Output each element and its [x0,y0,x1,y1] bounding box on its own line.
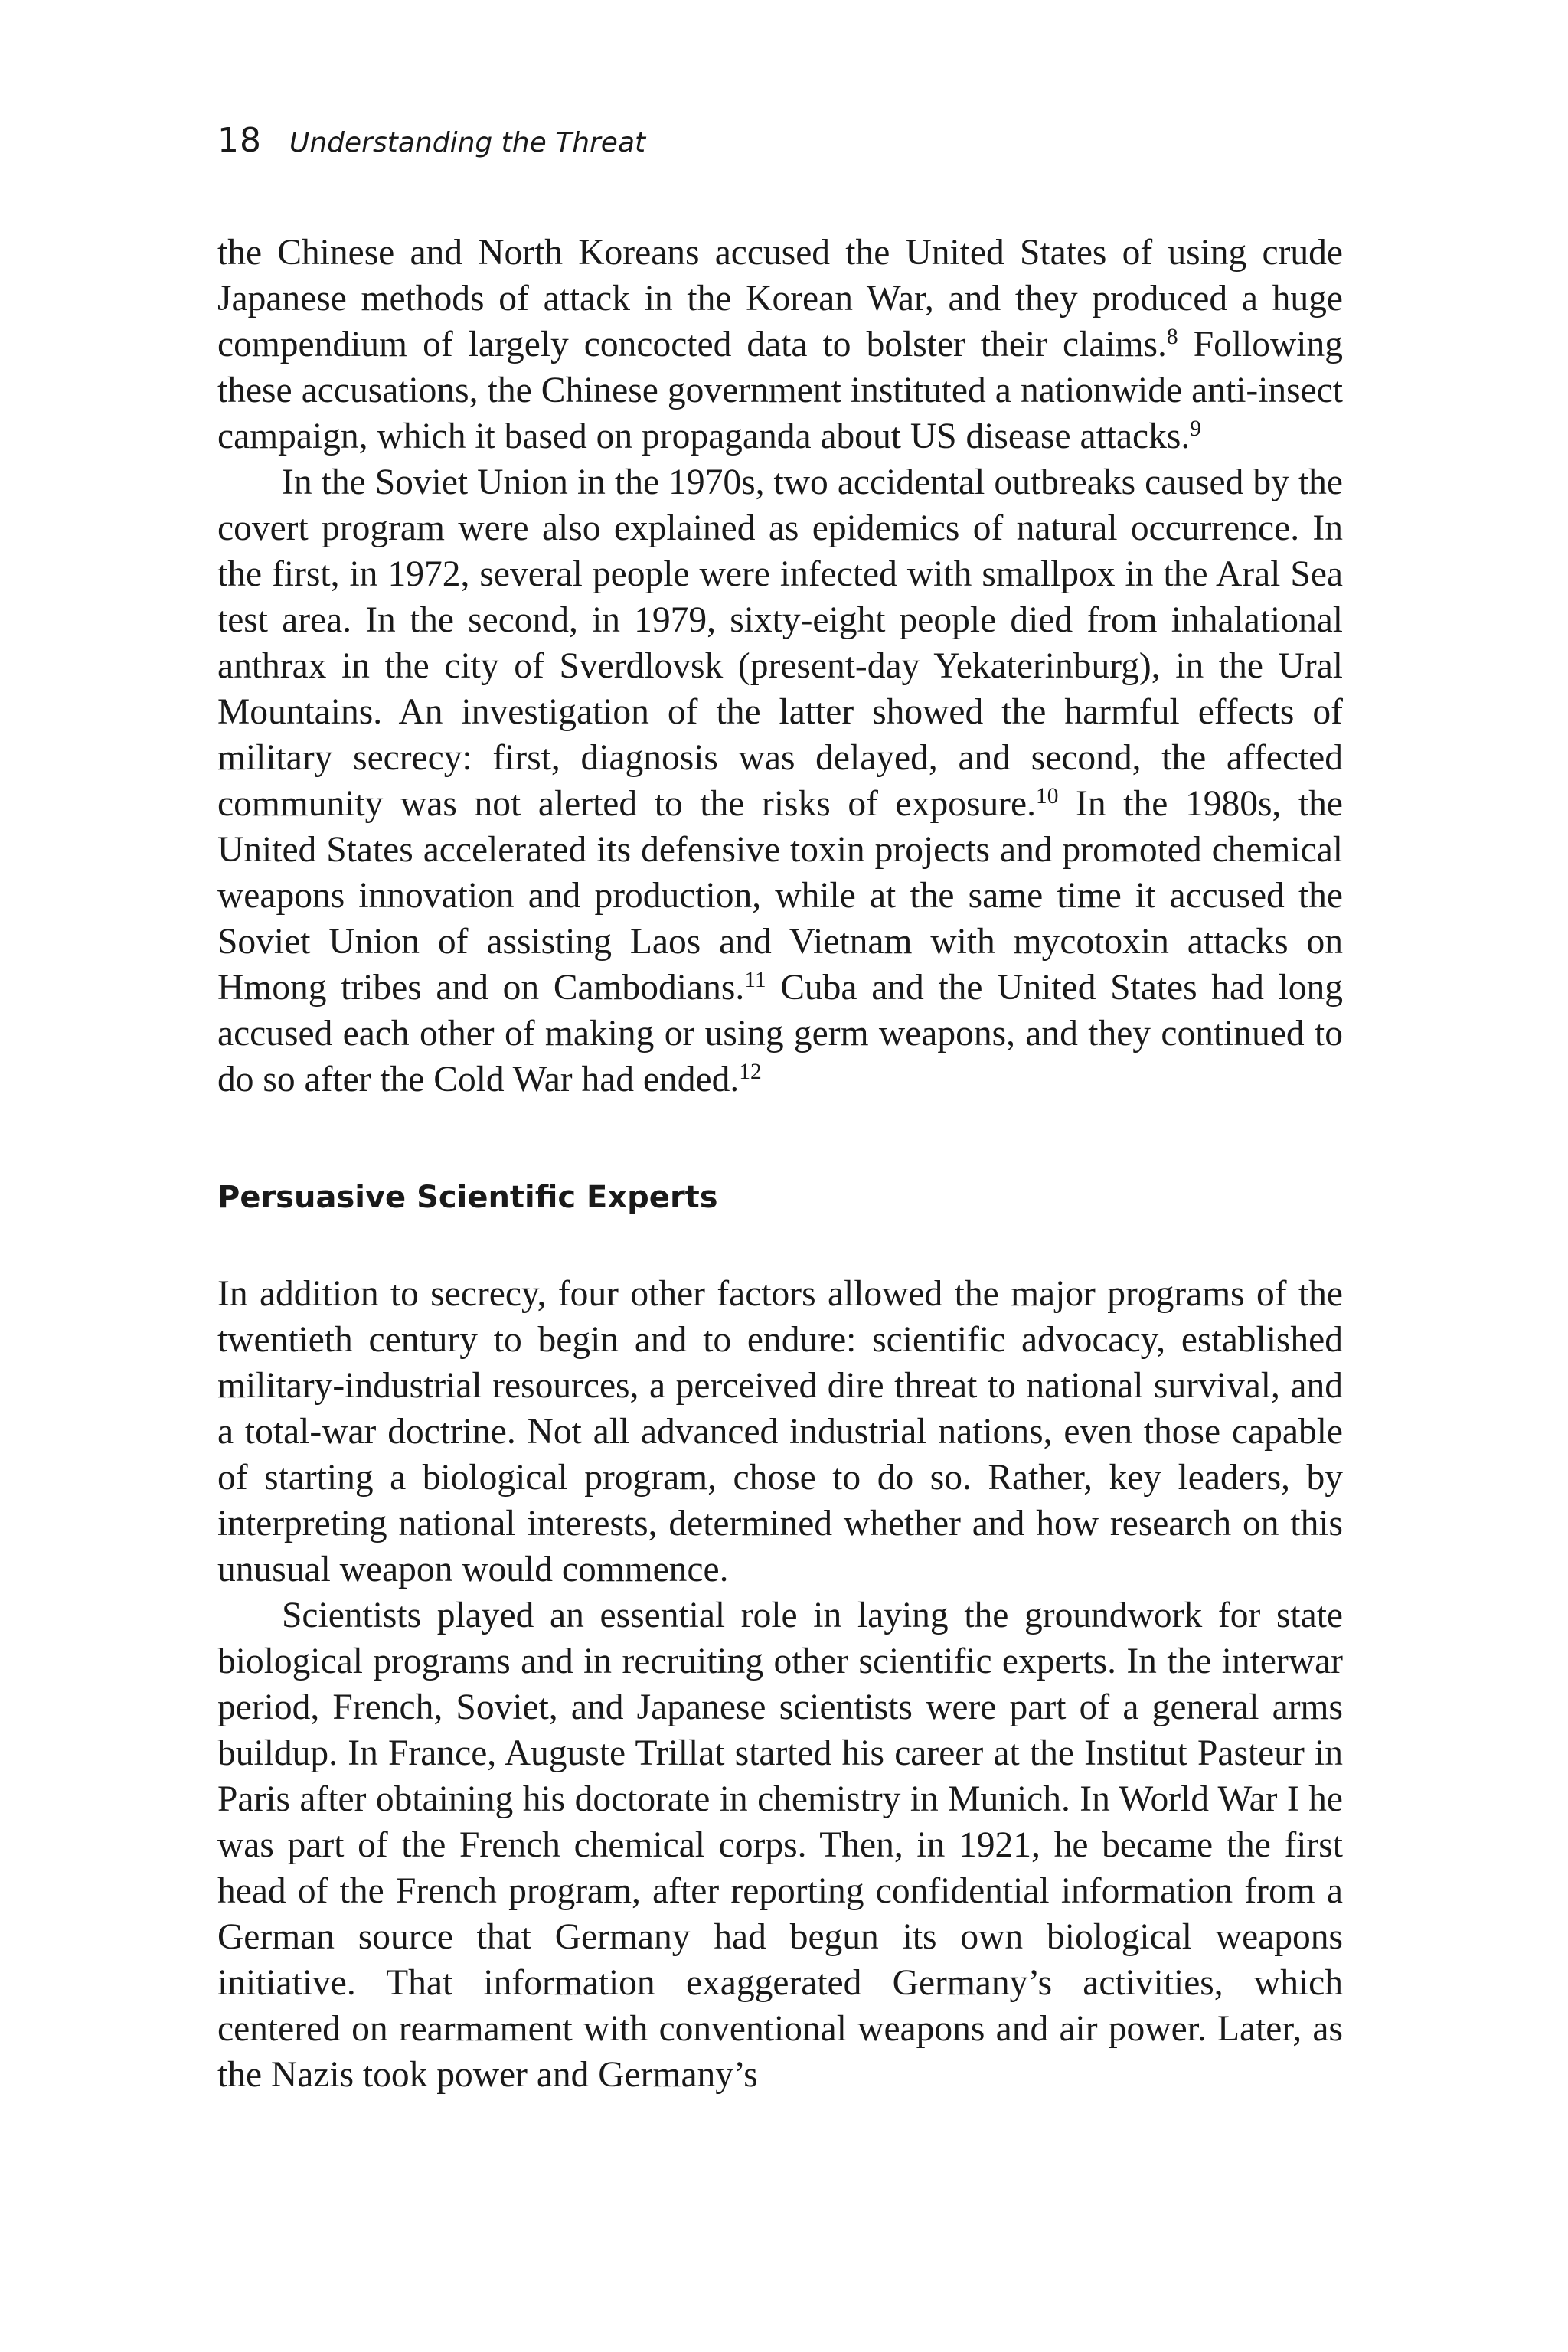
footnote-ref: 11 [744,967,766,992]
footnote-ref: 12 [739,1059,762,1084]
paragraph-text: Cuba and the United States had long accused each other of making or using germ weapons, and they continued to do so after the Cold War had ended. [217,968,1343,1099]
paragraph-2 [217,459,1343,1102]
running-head [217,121,645,160]
paragraph-text: In the 1980s, the United States accelerated its defensive toxin projects and promoted chemical weapons innovation and production, while at the same time it accused the Soviet Union of assisting Laos and Vietnam with mycotoxin attacks on Hmong tribes and on Cambodians. [217,784,1343,1008]
body-text-top [217,230,1343,1102]
body-text-bottom [217,1271,1343,2098]
paragraph-3 [217,1271,1343,1592]
paragraph-text: In addition to secrecy, four other factors allowed the major programs of the twentieth century to begin and to endure: scientific advocacy, established military-industrial resources, a perceived dire threat to national survival, and a total-war doctrine. Not all advanced industrial nations, even those capable of starting a biological program, chose to do so. Rather, key leaders, by interpreting national interests, determined whether and how research on this unusual weapon would commence. [217,1274,1343,1589]
footnote-ref: 8 [1166,324,1178,349]
footnote-ref: 10 [1035,783,1059,808]
paragraph-4 [217,1592,1343,2098]
paragraph-text: the Chinese and North Koreans accused the United States of using crude Japanese methods of attack in the Korean War, and they produced a huge compendium of largely concocted data to bolster their claims. [217,233,1343,364]
paragraph-text: Scientists played an essential role in laying the groundwork for state biological programs and in recruiting other scientific experts. In the interwar period, French, Soviet, and Japanese scientists were part of a general arms buildup. In France, Auguste Trillat started his career at the Institut Pasteur in Paris after obtaining his doctorate in chemistry in Munich. In World War I he was part of the French chemical corps. Then, in 1921, he became the first head of the French program, after reporting confidential information from a German source that Germany had begun its own biological weapons initiative. That information exaggerated Germany’s activities, which centered on rearmament with conventional weapons and air power. Later, as the Nazis took power and Germany’s [217,1596,1343,2095]
section-heading: Persuasive Scientific Experts [217,1180,718,1215]
page-number: 18 [217,121,262,160]
paragraph-text: In the Soviet Union in the 1970s, two accidental outbreaks caused by the covert program were also explained as epidemics of natural occurrence. In the first, in 1972, several people were infected with smallpox in the Aral Sea test area. In the second, in 1979, sixty-eight people died from inhalational anthrax in the city of Sverdlovsk (present-day Yekaterinburg), in the Ural Mountains. An investigation of the latter showed the harmful effects of military secrecy: first, diagnosis was delayed, and second, the affected community was not alerted to the risks of exposure. [217,462,1343,824]
paragraph-text: Following these accusations, the Chinese government instituted a nationwide anti-insect campaign, which it based on propaganda about US disease attacks. [217,325,1344,456]
paragraph-1 [217,230,1343,459]
running-title: Understanding the Threat [289,127,646,158]
footnote-ref: 9 [1190,416,1201,441]
